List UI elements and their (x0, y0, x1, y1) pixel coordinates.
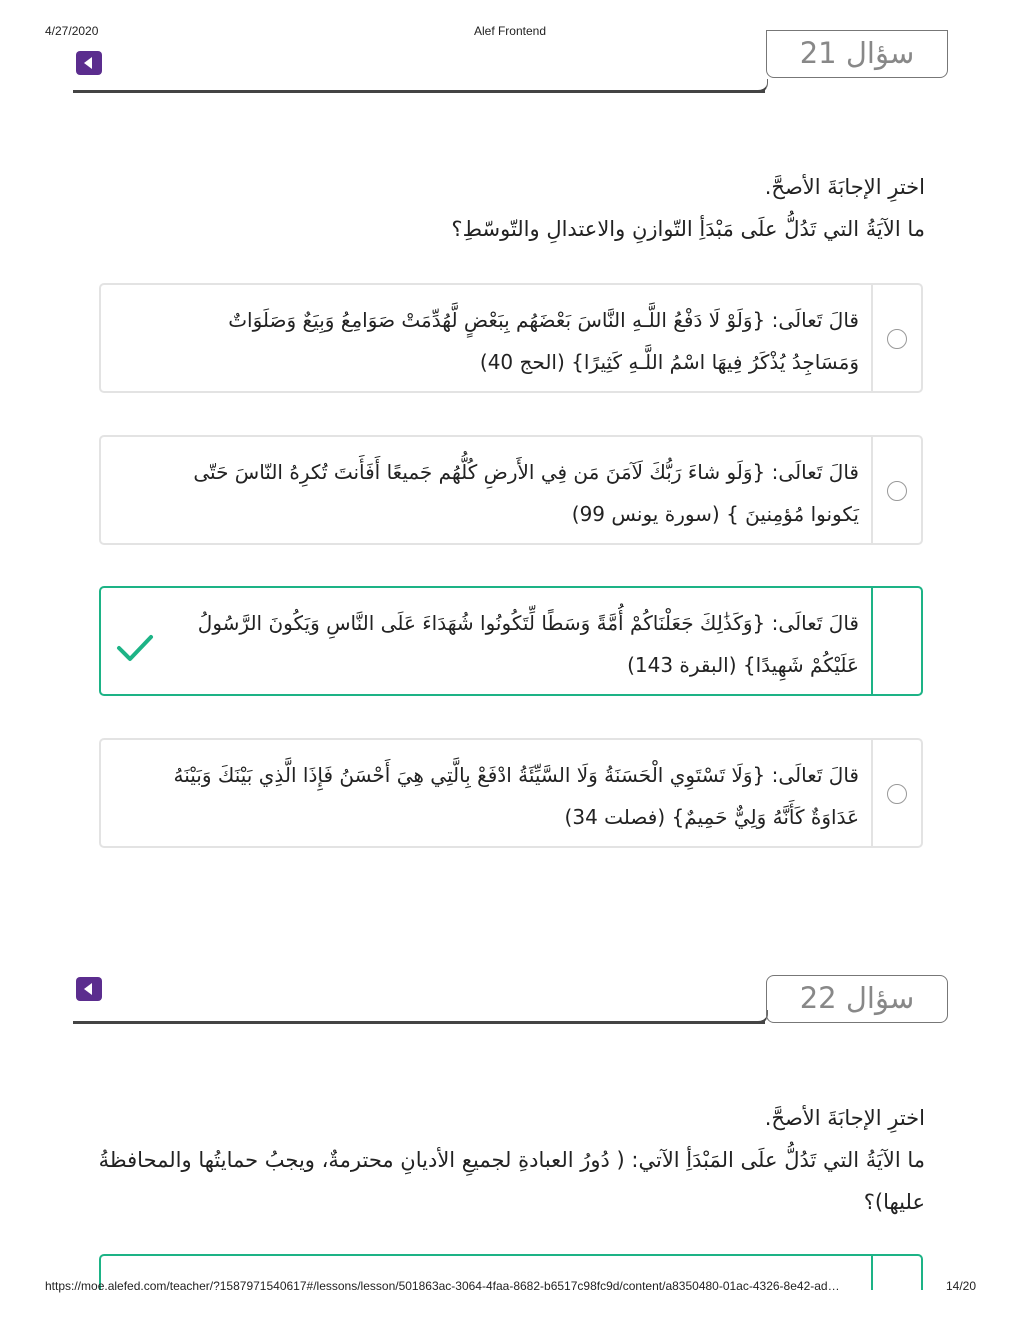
option-4-text: قالَ تَعالَى: {وَلَا تَسْتَوِي الْحَسَنَةُ وَلَا السَّيِّئَةُ ادْفَعْ بِالَّتِي هِيَ أَحْسَنُ فَإِذَا الَّذِي بَيْنَكَ وَبَيْنَهُ عَدَاوَةٌ كَأَنَّهُ وَلِيٌّ حَمِيمٌ} (فصلت 34) (173, 763, 859, 829)
answer-option-1[interactable] (99, 283, 923, 393)
checkmark-icon (115, 632, 155, 664)
option-4-selector[interactable] (871, 740, 921, 846)
question-21-tab: سؤال 21 (766, 30, 948, 78)
answer-option-2[interactable] (99, 435, 923, 545)
option-2-text: قالَ تَعالَى: {وَلَو شاءَ رَبُّكَ لَآمَنَ مَن فِي الأَرضِ كُلُّهُم جَميعًا أَفَأَنتَ تُكرِهُ النّاسَ حَتّى يَكونوا مُؤمِنينَ } (سورة يونس 99) (193, 460, 859, 526)
question-22-body (95, 1097, 925, 1223)
option-1-text: قالَ تَعالَى: {وَلَوْ لَا دَفْعُ اللَّـهِ النَّاسَ بَعْضَهُم بِبَعْضٍ لَّهُدِّمَتْ صَوَامِعُ وَبِيَعٌ وَصَلَوَاتٌ وَمَسَاجِدُ يُذْكَرُ فِيهَا اسْمُ اللَّـهِ كَثِيرًا} (الحج 40) (228, 308, 859, 374)
radio-button[interactable] (887, 481, 907, 501)
question-21-divider (73, 90, 765, 93)
print-date: 4/27/2020 (45, 24, 99, 38)
answer-option-3-correct[interactable] (99, 586, 923, 696)
print-url: https://moe.alefed.com/teacher/?1587971540617#/lessons/lesson/501863ac-3064-4faa-8682-b6517c98fc9d/content/a8350480-01ac-4326-8e42-ad… (45, 1279, 840, 1293)
print-footer (0, 1279, 1020, 1299)
question-22-prompt: ما الآيَةُ التي تَدُلُّ علَى المَبْدَأِ الآتي: ( دُورُ العبادةِ لجميعِ الأديانِ محترمةٌ، ويجبُ حمايتُها والمحافظةُ عليها)؟ (98, 1148, 925, 1214)
question-21-divider-corner (754, 79, 768, 93)
radio-button[interactable] (887, 784, 907, 804)
question-21-instruction: اخترِ الإجابَةَ الأصحَّ. (764, 175, 925, 199)
radio-button[interactable] (887, 329, 907, 349)
option-3-text: قالَ تَعالَى: {وَكَذَٰلِكَ جَعَلْنَاكُمْ أُمَّةً وَسَطًا لِّتَكُونُوا شُهَدَاءَ عَلَى النَّاسِ وَيَكُونَ الرَّسُولُ عَلَيْكُمْ شَهِيدًا} (البقرة 143) (197, 611, 859, 677)
option-3-selector[interactable] (871, 588, 921, 694)
question-22-tab: سؤال 22 (766, 975, 948, 1023)
option-1-selector[interactable] (871, 285, 921, 391)
question-21-body (90, 166, 925, 250)
page-number: 14/20 (945, 1279, 976, 1293)
print-title: Alef Frontend (473, 24, 547, 38)
previous-caret-icon-button[interactable] (76, 977, 102, 1001)
option-2-selector[interactable] (871, 437, 921, 543)
answer-option-4[interactable] (99, 738, 923, 848)
question-22-divider-corner (754, 1010, 768, 1024)
question-21-prompt: ما الآيَةُ التي تَدُلُّ علَى مَبْدَأِ التّوازنِ والاعتدالِ والتّوسّطِ؟ (451, 217, 925, 241)
previous-caret-icon-button[interactable] (76, 51, 102, 75)
question-22-divider (73, 1021, 765, 1024)
question-22-instruction: اخترِ الإجابَةَ الأصحَّ. (764, 1106, 925, 1130)
